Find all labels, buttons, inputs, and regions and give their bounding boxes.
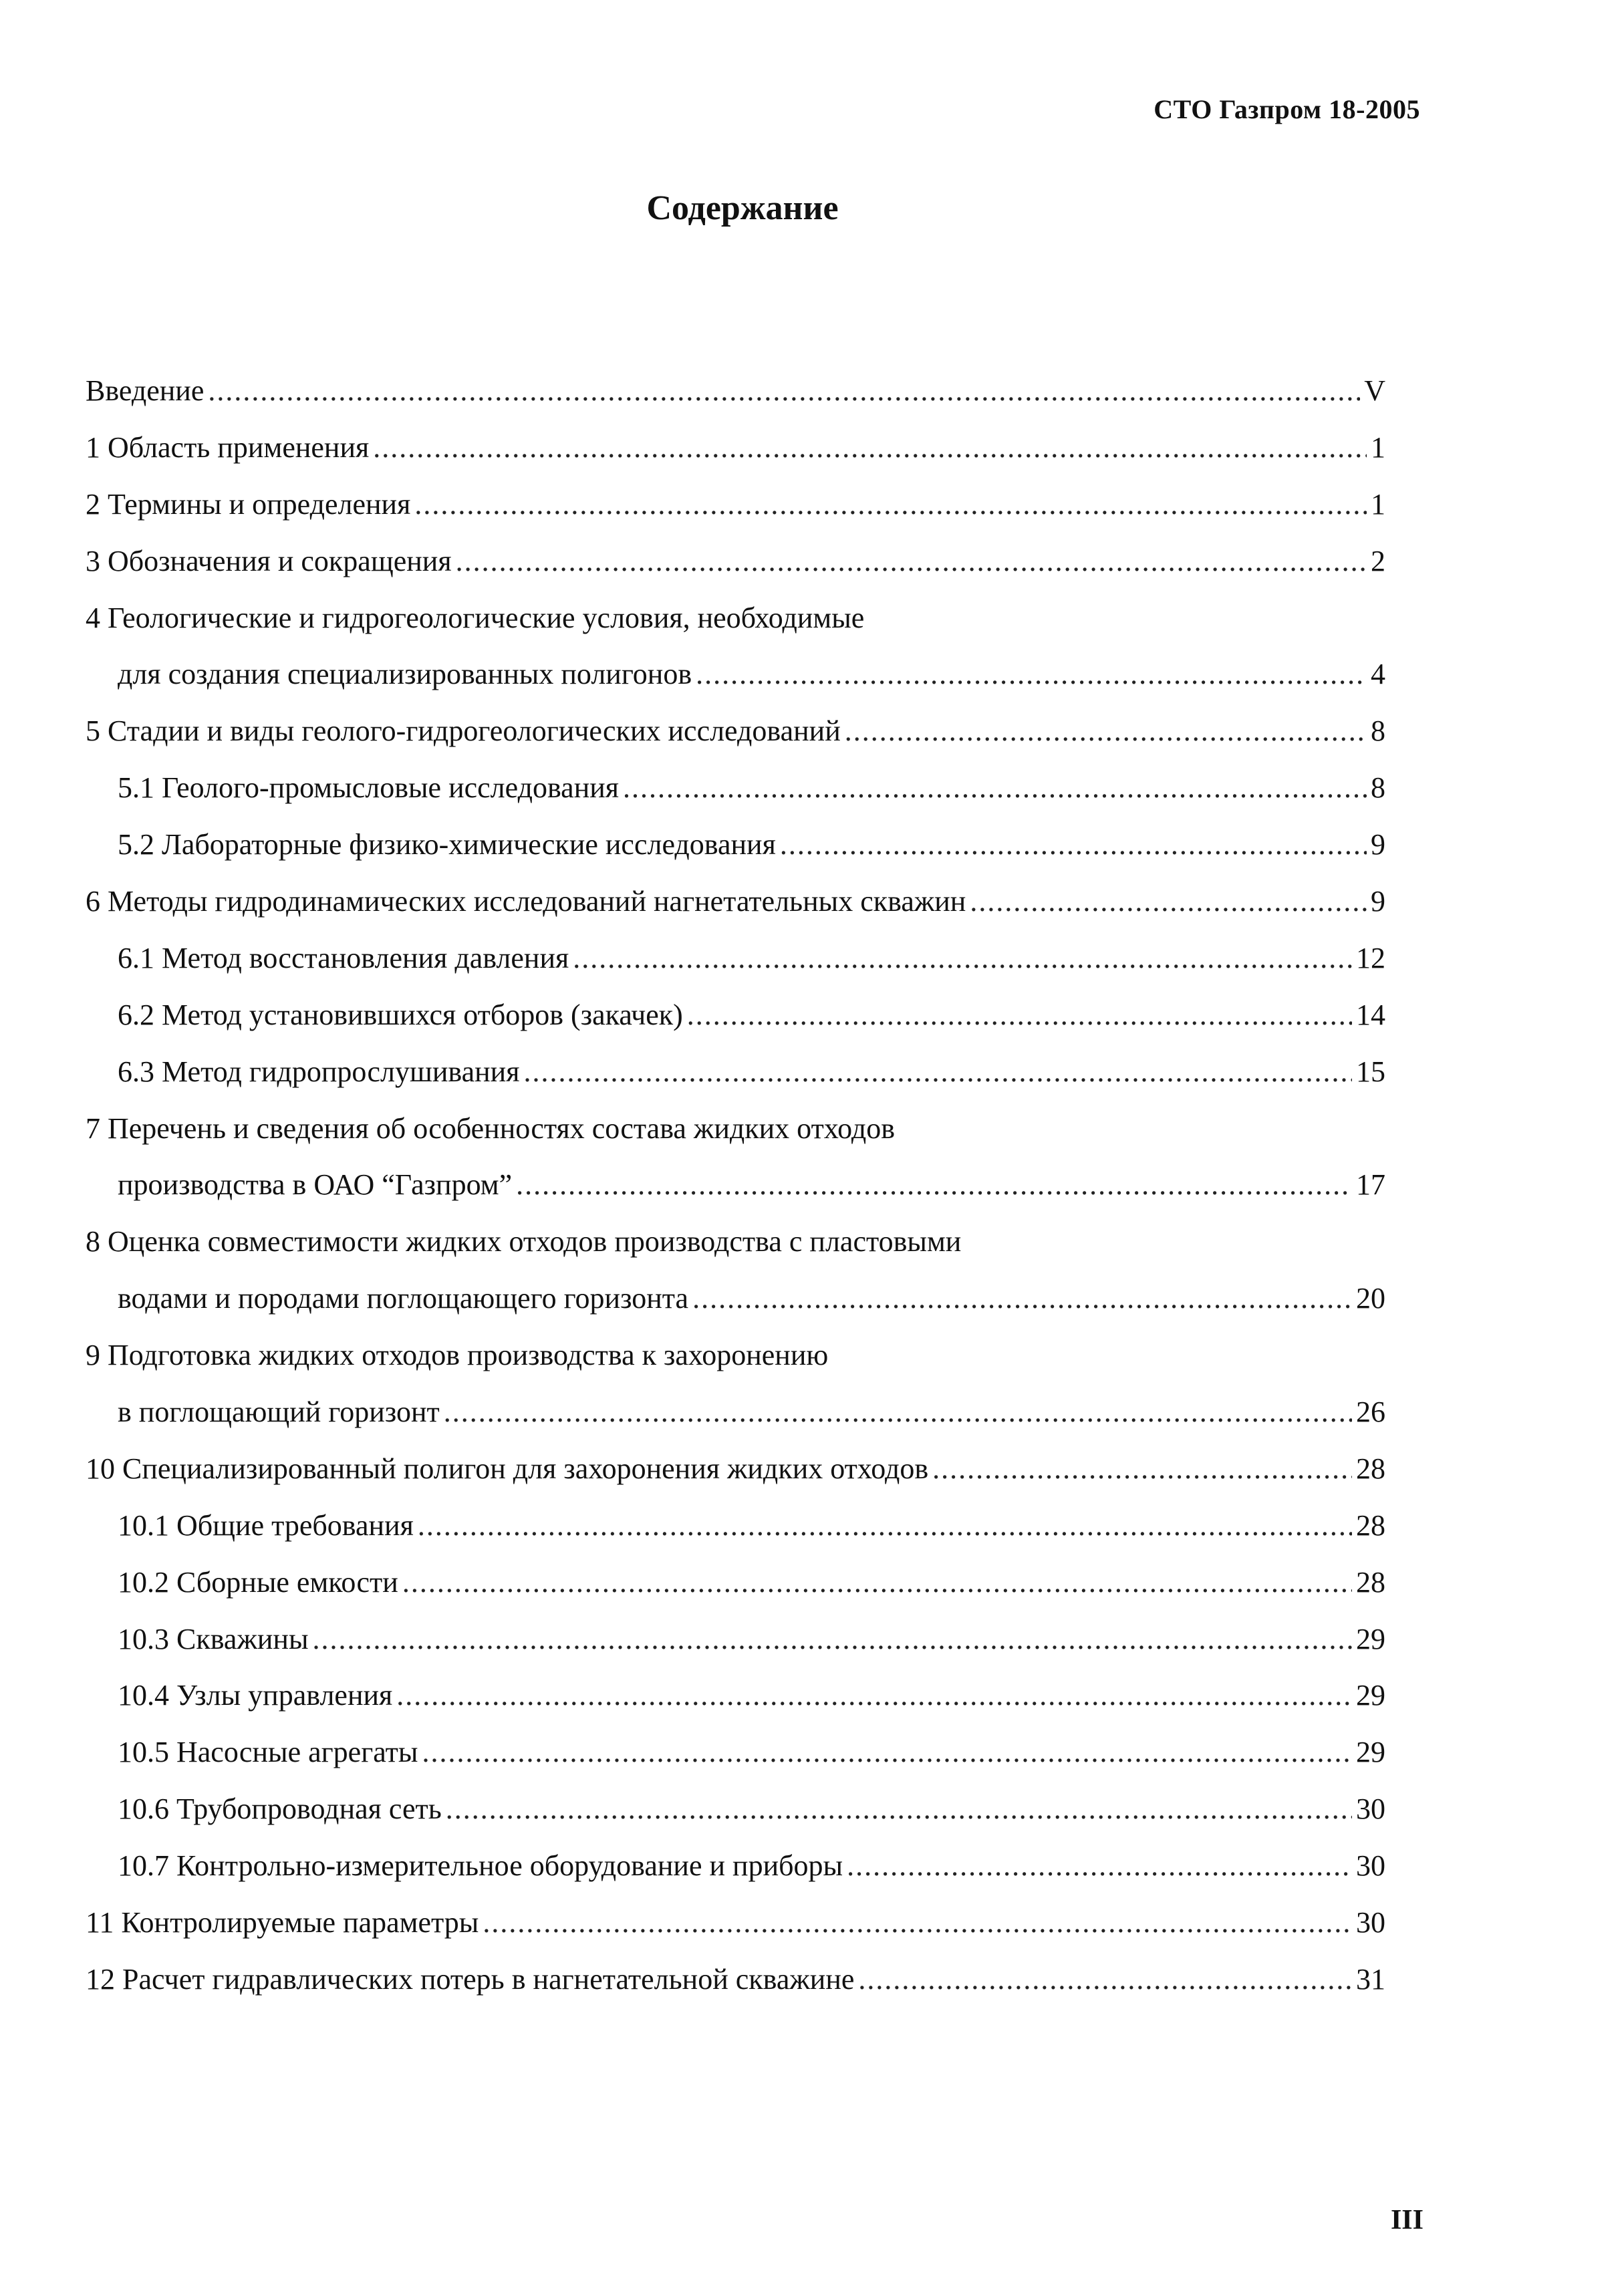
toc-entry-page: 2: [1371, 544, 1385, 577]
toc-entry-page: 8: [1371, 771, 1385, 805]
toc-entry-page: 29: [1356, 1622, 1385, 1655]
toc-dot-leader: [687, 987, 1352, 1044]
toc-entry-page: 20: [1356, 1282, 1385, 1315]
toc-dot-leader: [208, 363, 1360, 420]
toc-entry: [86, 1952, 1385, 2008]
toc-entry: [86, 760, 1385, 817]
toc-entry-title: производства в ОАО “Газпром”: [118, 1168, 513, 1202]
toc-entry: [86, 533, 1385, 590]
toc-dot-leader: [932, 1441, 1352, 1498]
toc-dot-leader: [858, 1952, 1352, 2008]
toc-dot-leader: [373, 420, 1367, 477]
toc-entry-page: 30: [1356, 1792, 1385, 1826]
toc-entry-title: 6.2 Метод установившихся отборов (закачек): [118, 998, 683, 1031]
toc-entry: [86, 1270, 1385, 1327]
toc-entry-page: 4: [1371, 658, 1385, 691]
toc-entry-title: 7 Перечень и сведения об особенностях состава жидких отходов: [86, 1111, 896, 1145]
toc-entry: [86, 1781, 1385, 1838]
toc-entry-page: 26: [1356, 1395, 1385, 1429]
toc-dot-leader: [780, 817, 1367, 874]
toc-dot-leader: [516, 1157, 1352, 1214]
toc-entry: [86, 1724, 1385, 1781]
toc-dot-leader: [414, 477, 1367, 533]
toc-entry-title: 5.1 Геолого-промысловые исследования: [118, 771, 620, 805]
toc-entry-title: 8 Оценка совместимости жидких отходов производства с пластовыми: [86, 1225, 962, 1258]
page-title: Содержание: [646, 189, 839, 227]
table-of-contents: [86, 363, 1385, 2008]
toc-entry-title: 5 Стадии и виды геолого-гидрогеологических исследований: [86, 714, 841, 748]
toc-entry-title: 10.5 Насосные агрегаты: [118, 1736, 418, 1769]
toc-entry: [86, 1044, 1385, 1101]
toc-entry: [86, 1101, 1385, 1158]
toc-entry-title: 11 Контролируемые параметры: [86, 1906, 479, 1939]
toc-entry: [86, 590, 1385, 647]
toc-entry: [86, 363, 1385, 420]
toc-entry: [86, 930, 1385, 987]
toc-entry-title: 10 Специализированный полигон для захоронения жидких отходов: [86, 1452, 929, 1485]
toc-entry-page: 29: [1356, 1679, 1385, 1712]
toc-entry: [86, 1441, 1385, 1498]
toc-entry: [86, 646, 1385, 703]
toc-entry-page: 9: [1371, 885, 1385, 918]
toc-entry-page: 30: [1356, 1849, 1385, 1883]
toc-dot-leader: [573, 930, 1352, 987]
toc-entry-page: 28: [1356, 1565, 1385, 1599]
toc-dot-leader: [696, 646, 1367, 703]
toc-entry-page: 9: [1371, 828, 1385, 861]
toc-entry: [86, 420, 1385, 477]
toc-entry: [86, 1555, 1385, 1611]
toc-entry-title: 4 Геологические и гидрогеологические условия, необходимые: [86, 601, 865, 634]
toc-entry-page: 15: [1356, 1055, 1385, 1088]
toc-entry-page: 8: [1371, 714, 1385, 748]
toc-entry: [86, 703, 1385, 760]
toc-entry-title: 10.7 Контрольно-измерительное оборудование и приборы: [118, 1849, 843, 1883]
toc-entry: [86, 1327, 1385, 1384]
toc-entry-title: 1 Область применения: [86, 430, 370, 464]
toc-entry-title: 2 Термины и определения: [86, 487, 411, 521]
toc-dot-leader: [623, 760, 1367, 817]
toc-entry-page: 17: [1356, 1168, 1385, 1202]
toc-entry-title: 6.3 Метод гидропрослушивания: [118, 1055, 520, 1088]
toc-dot-leader: [847, 1838, 1352, 1895]
toc-entry-title: 6 Методы гидродинамических исследований нагнетательных скважин: [86, 885, 966, 918]
toc-entry-title: 10.2 Сборные емкости: [118, 1565, 398, 1599]
toc-dot-leader: [446, 1781, 1352, 1838]
toc-entry-title: водами и породами поглощающего горизонта: [118, 1282, 689, 1315]
toc-entry-page: 1: [1371, 430, 1385, 464]
toc-entry-page: 29: [1356, 1736, 1385, 1769]
toc-entry-title: 10.6 Трубопроводная сеть: [118, 1792, 442, 1826]
toc-entry-title: 10.3 Скважины: [118, 1622, 309, 1655]
page-number: III: [1390, 2205, 1424, 2236]
toc-entry-title: 3 Обозначения и сокращения: [86, 544, 452, 577]
toc-dot-leader: [402, 1555, 1352, 1611]
toc-dot-leader: [970, 874, 1367, 930]
toc-entry: [86, 1498, 1385, 1555]
toc-entry-title: 10.1 Общие требования: [118, 1508, 414, 1542]
toc-entry: [86, 1611, 1385, 1668]
document-code-header: СТО Газпром 18-2005: [1154, 94, 1420, 124]
toc-entry: [86, 1838, 1385, 1895]
toc-entry: [86, 1214, 1385, 1270]
toc-dot-leader: [396, 1667, 1352, 1724]
toc-entry-title: для создания специализированных полигонов: [118, 658, 692, 691]
toc-entry: [86, 1667, 1385, 1724]
toc-entry-title: 9 Подготовка жидких отходов производства к захоронению: [86, 1339, 829, 1372]
toc-dot-leader: [444, 1384, 1352, 1441]
toc-entry-title: в поглощающий горизонт: [118, 1395, 440, 1429]
toc-entry-title: 12 Расчет гидравлических потерь в нагнетательной скважине: [86, 1962, 855, 1996]
toc-dot-leader: [422, 1724, 1352, 1781]
toc-dot-leader: [418, 1498, 1352, 1555]
toc-entry-page: 1: [1371, 487, 1385, 521]
toc-entry-page: 30: [1356, 1906, 1385, 1939]
toc-dot-leader: [456, 533, 1367, 590]
toc-entry-page: 12: [1356, 941, 1385, 974]
toc-entry-title: 10.4 Узлы управления: [118, 1679, 393, 1712]
toc-entry: [86, 477, 1385, 533]
toc-entry-title: 6.1 Метод восстановления давления: [118, 941, 569, 974]
toc-entry-page: 14: [1356, 998, 1385, 1031]
toc-entry-page: 31: [1356, 1962, 1385, 1996]
toc-dot-leader: [313, 1611, 1352, 1668]
toc-entry: [86, 1895, 1385, 1952]
toc-entry-page: V: [1364, 374, 1385, 407]
toc-entry: [86, 817, 1385, 874]
toc-entry: [86, 1157, 1385, 1214]
toc-entry-title: Введение: [86, 374, 205, 407]
toc-entry-title: 5.2 Лабораторные физико-химические исследования: [118, 828, 776, 861]
toc-entry: [86, 874, 1385, 930]
toc-entry: [86, 987, 1385, 1044]
toc-dot-leader: [483, 1895, 1352, 1952]
toc-dot-leader: [692, 1270, 1352, 1327]
toc-dot-leader: [845, 703, 1367, 760]
toc-entry: [86, 1384, 1385, 1441]
toc-entry-page: 28: [1356, 1508, 1385, 1542]
toc-entry-page: 28: [1356, 1452, 1385, 1485]
toc-dot-leader: [523, 1044, 1352, 1101]
